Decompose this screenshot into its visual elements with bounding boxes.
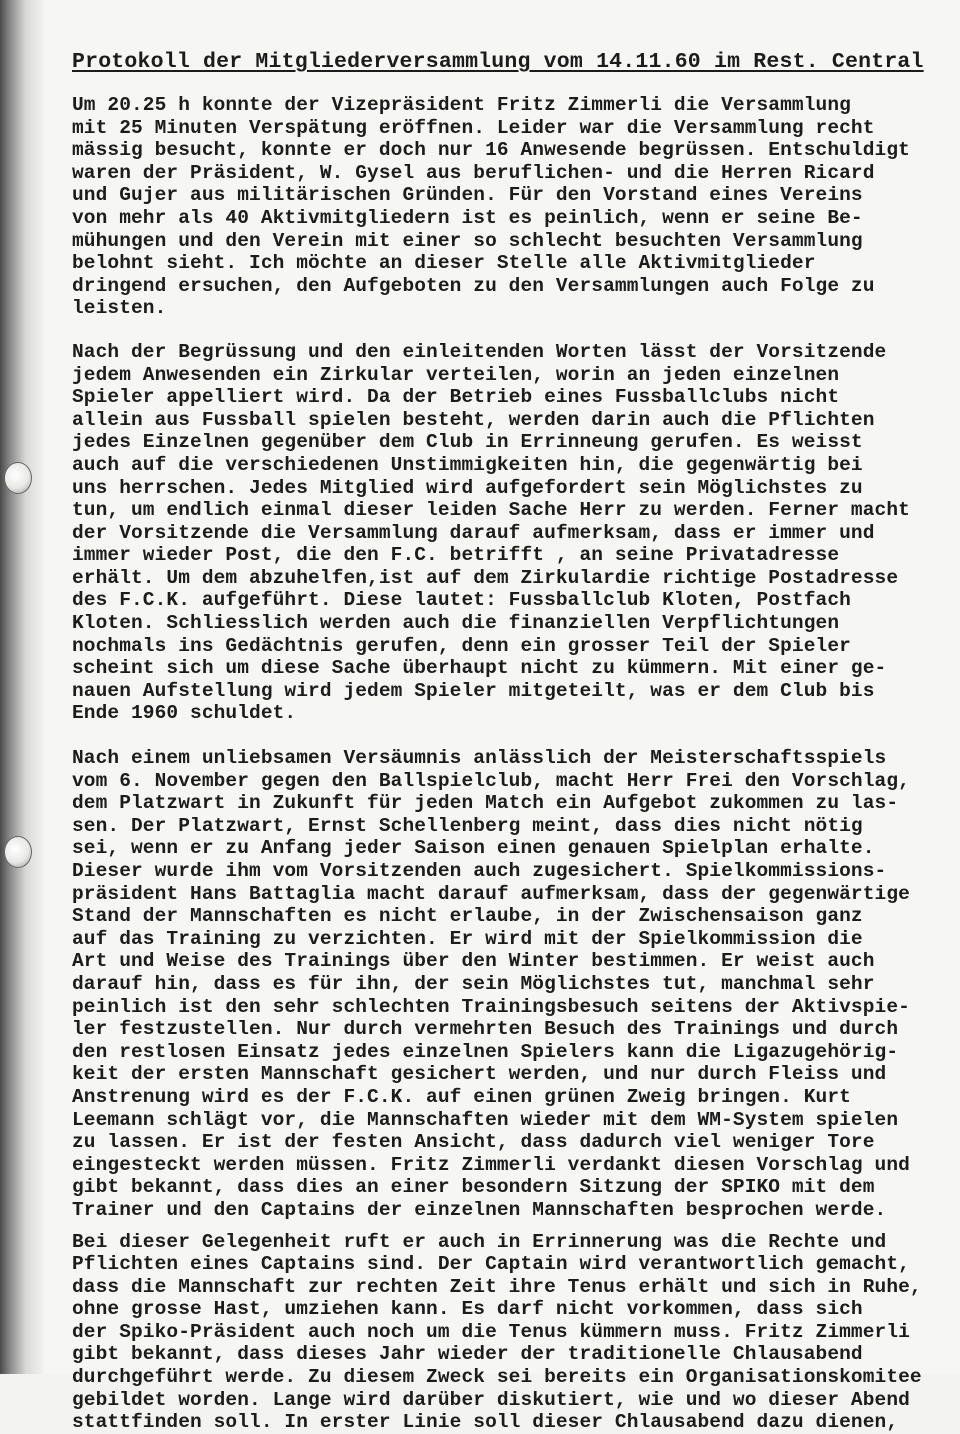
text-line: allein aus Fussball spielen besteht, werden darin auch die Pflichten xyxy=(72,408,875,431)
text-line: nochmals ins Gedächtnis gerufen, denn ein grosser Teil der Spieler xyxy=(72,634,851,657)
text-line: durchgeführt werde. Zu diesem Zweck sei bereits ein Organisationskomitee xyxy=(72,1366,922,1389)
text-line: Nach der Begrüssung und den einleitenden Worten lässt der Vorsitzende xyxy=(72,340,887,363)
text-line: scheint sich um diese Sache überhaupt nicht zu kümmern. Mit einer ge- xyxy=(72,657,887,680)
text-line: peinlich ist den sehr schlechten Trainingsbesuch seitens der Aktivspie- xyxy=(72,995,910,1018)
text-line: Bei dieser Gelegenheit ruft er auch in Errinnerung was die Rechte und xyxy=(72,1230,887,1253)
text-line: ohne grosse Hast, umziehen kann. Es darf nicht vorkommen, dass sich xyxy=(72,1298,863,1321)
text-line: stattfinden soll. In erster Linie soll dieser Chlausabend dazu dienen, xyxy=(72,1411,899,1434)
text-line: zu lassen. Er ist der festen Ansicht, dass dadurch viel weniger Tore xyxy=(72,1131,875,1154)
page-edge-shadow xyxy=(0,0,44,1374)
paragraph-captains xyxy=(72,1231,942,1434)
document-body xyxy=(72,50,942,1434)
paragraph-circular xyxy=(72,341,942,725)
text-line: Nach einem unliebsamen Versäumnis anlässlich der Meisterschaftsspiels xyxy=(72,747,887,770)
text-line: von mehr als 40 Aktivmitgliedern ist es peinlich, wenn er seine Be- xyxy=(72,206,863,229)
text-line: darauf hin, dass es für ihn, der sein Möglichstes tut, manchmal sehr xyxy=(72,972,875,995)
text-line: sen. Der Platzwart, Ernst Schellenberg meint, dass dies nicht nötig xyxy=(72,814,863,837)
text-line: waren der Präsident, W. Gysel aus beruflichen- und die Herren Ricard xyxy=(72,161,875,184)
text-line: Stand der Mannschaften es nicht erlaube, in der Zwischensaison ganz xyxy=(72,905,863,928)
text-line: erhält. Um dem abzuhelfen,ist auf dem Zirkulardie richtige Postadresse xyxy=(72,566,899,589)
punch-hole-top xyxy=(4,462,32,494)
text-line: gibt bekannt, dass dieses Jahr wieder der traditionelle Chlausabend xyxy=(72,1343,863,1366)
text-line: jedem Anwesenden ein Zirkular verteilen, worin an jeden einzelnen xyxy=(72,363,840,386)
text-line: sei, wenn er zu Anfang jeder Saison einen genauen Spielplan erhalte. xyxy=(72,837,875,860)
text-line: mühungen und den Verein mit einer so schlecht besuchten Versammlung xyxy=(72,229,863,252)
text-line: gebildet worden. Lange wird darüber diskutiert, wie und wo dieser Abend xyxy=(72,1388,910,1411)
document-title: Protokoll der Mitgliederversammlung vom 14.11.60 im Rest. Central xyxy=(72,50,924,74)
text-line: auf das Training zu verzichten. Er wird mit der Spielkommission die xyxy=(72,927,863,950)
text-line: keit der ersten Mannschaft gesichert werden, und nur durch Fleiss und xyxy=(72,1063,887,1086)
text-line: leisten. xyxy=(72,297,167,320)
text-line: mässig besucht, konnte er doch nur 16 Anwesende begrüssen. Entschuldigt xyxy=(72,139,910,162)
text-line: Dieser wurde ihm vom Vorsitzenden auch zugesichert. Spielkommissions- xyxy=(72,860,887,882)
text-line: immer wieder Post, die den F.C. betrifft , an seine Privatadresse xyxy=(72,544,840,567)
text-line: mit 25 Minuten Verspätung eröffnen. Leider war die Versammlung recht xyxy=(72,116,875,139)
text-line: der Spiko-Präsident auch noch um die Tenus kümmern muss. Fritz Zimmerli xyxy=(72,1320,910,1343)
text-line: belohnt sieht. Ich möchte an dieser Stelle alle Aktivmitglieder xyxy=(72,252,816,275)
text-line: jedes Einzelnen gegenüber dem Club in Errinneung gerufen. Es weisst xyxy=(72,431,863,454)
text-line: gibt bekannt, dass dies an einer besondern Sitzung der SPIKO mit dem xyxy=(72,1176,875,1199)
text-line: Art und Weise des Trainings über den Winter bestimmen. Er weist auch xyxy=(72,950,875,973)
text-line: Anstrenung wird es der F.C.K. auf einen grünen Zweig bringen. Kurt xyxy=(72,1085,851,1108)
text-line: Pflichten eines Captains sind. Der Captain wird verantwortlich gemacht, xyxy=(72,1253,910,1276)
text-line: Ende 1960 schuldet. xyxy=(72,702,297,725)
text-line: eingesteckt werden müssen. Fritz Zimmerli verdankt diesen Vorschlag und xyxy=(72,1153,910,1176)
text-line: Spieler appelliert wird. Da der Betrieb eines Fussballclubs nicht xyxy=(72,386,840,409)
text-line: dass die Mannschaft zur rechten Zeit ihre Tenus erhält und sich in Ruhe, xyxy=(72,1275,922,1298)
text-line: Um 20.25 h konnte der Vizepräsident Fritz Zimmerli die Versammlung xyxy=(72,94,851,116)
text-line: des F.C.K. aufgeführt. Diese lautet: Fussballclub Kloten, Postfach xyxy=(72,589,851,612)
text-line: präsident Hans Battaglia macht darauf aufmerksam, dass der gegenwärtige xyxy=(72,882,910,905)
text-line: dem Platzwart in Zukunft für jeden Match ein Aufgebot zukommen zu las- xyxy=(72,792,899,815)
paragraph-opening xyxy=(72,94,942,320)
text-line: der Vorsitzende die Versammlung darauf aufmerksam, dass er immer und xyxy=(72,521,875,544)
text-line: Kloten. Schliesslich werden auch die finanziellen Verpflichtungen xyxy=(72,612,840,635)
text-line: vom 6. November gegen den Ballspielclub, macht Herr Frei den Vorschlag, xyxy=(72,769,910,792)
text-line: dringend ersuchen, den Aufgeboten zu den Versammlungen auch Folge zu xyxy=(72,274,875,297)
text-line: Trainer und den Captains der einzelnen Mannschaften besprochen werde. xyxy=(72,1198,887,1221)
text-line: nauen Aufstellung wird jedem Spieler mitgeteilt, was er dem Club bis xyxy=(72,679,875,702)
paragraph-training xyxy=(72,747,942,1221)
text-line: und Gujer aus militärischen Gründen. Für den Vorstand eines Vereins xyxy=(72,184,863,207)
text-line: ler festzustellen. Nur durch vermehrten Besuch des Trainings und durch xyxy=(72,1018,899,1041)
punch-hole-bottom xyxy=(4,836,32,868)
text-line: den restlosen Einsatz jedes einzelnen Spielers kann die Ligazugehörig- xyxy=(72,1040,899,1063)
text-line: tun, um endlich einmal dieser leiden Sache Herr zu werden. Ferner macht xyxy=(72,499,910,522)
text-line: auch auf die verschiedenen Unstimmigkeiten hin, die gegenwärtig bei xyxy=(72,453,863,476)
text-line: uns herrschen. Jedes Mitglied wird aufgefordert sein Möglichstes zu xyxy=(72,476,863,499)
text-line: Leemann schlägt vor, die Mannschaften wieder mit dem WM-System spielen xyxy=(72,1108,899,1131)
